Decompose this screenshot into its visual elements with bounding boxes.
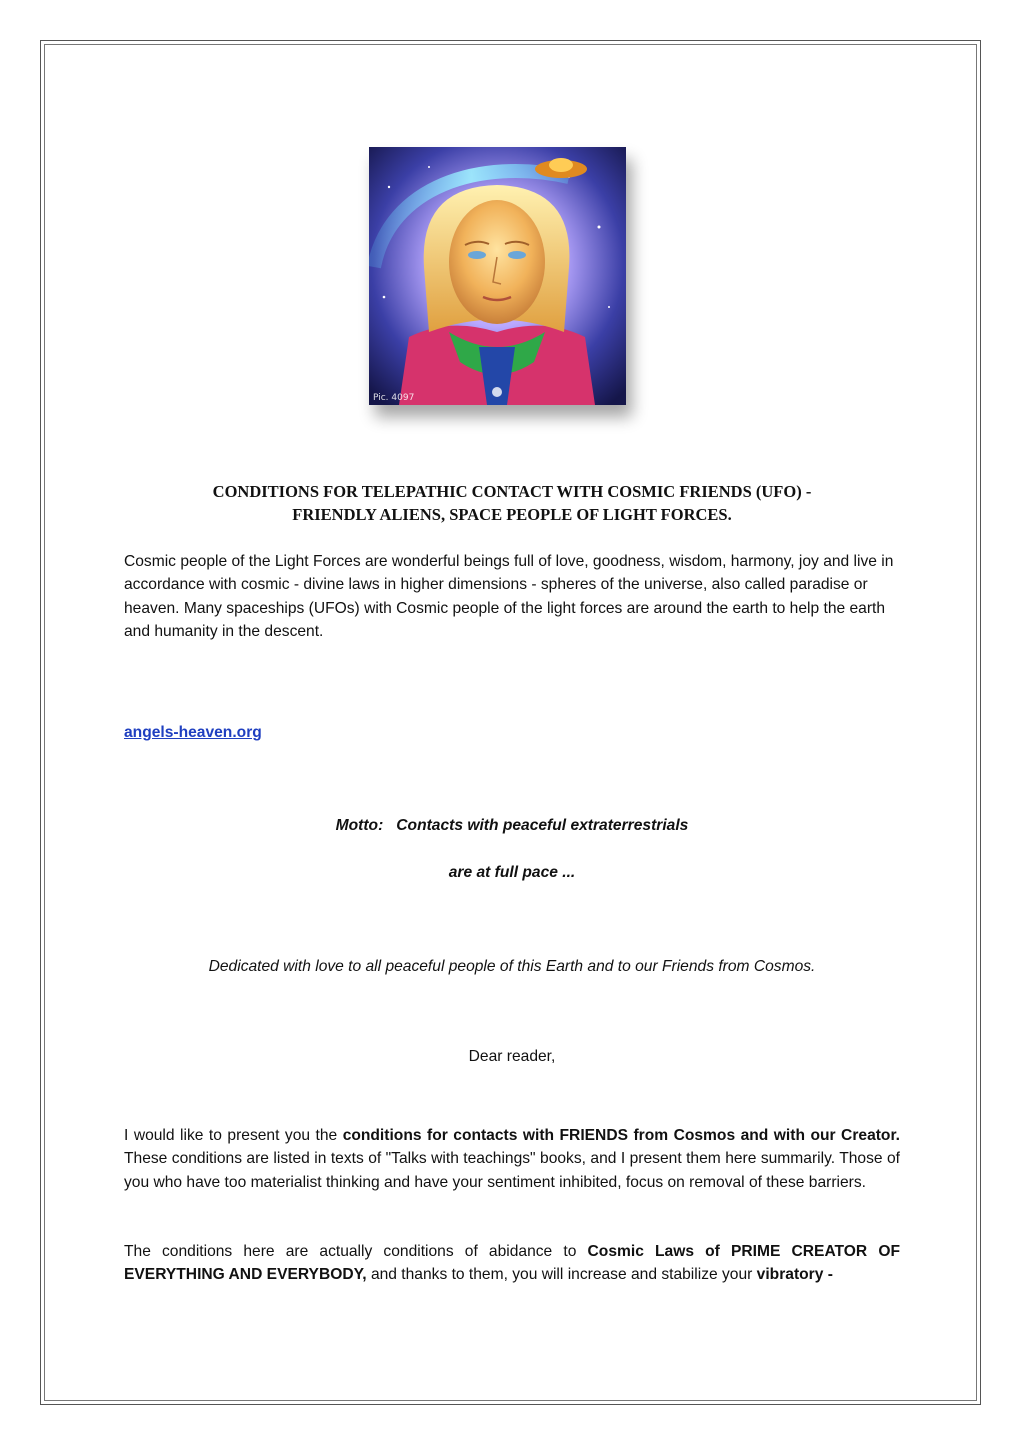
- motto-line-2: are at full pace ...: [448, 864, 576, 881]
- para3-bold-end: vibratory -: [756, 1266, 833, 1284]
- para2-part-c: These conditions are listed in texts of "Talks with teachings" books, and I present them here summarily. Those of you who have too materialist thinking and have your sentiment inhibited, focus on removal of these barriers.: [124, 1150, 900, 1191]
- website-link[interactable]: angels-heaven.org: [124, 724, 262, 741]
- portrait-figure: [369, 147, 626, 405]
- document-title: [124, 480, 900, 526]
- motto-label: Motto:: [335, 817, 384, 834]
- dedication-text: Dedicated with love to all peaceful people of this Earth and to our Friends from Cosmos.: [208, 958, 816, 975]
- para2-bold: conditions for contacts with FRIENDS from Cosmos and with our Creator.: [342, 1127, 900, 1144]
- cosmic-portrait-image: [369, 147, 626, 405]
- intro-paragraph: Cosmic people of the Light Forces are wonderful beings full of love, goodness, wisdom, harmony, joy and live in accordance with cosmic - divine laws in higher dimensions - spheres of the universe, also called paradise or heaven. Many spaceships (UFOs) with Cosmic people of the light forces are around the earth to help the earth and humanity in the descent.: [124, 553, 894, 641]
- para3-part-c: and thanks to them, you will increase and stabilize your: [366, 1266, 757, 1284]
- motto-line-1: [124, 817, 900, 835]
- title-line-1: CONDITIONS FOR TELEPATHIC CONTACT WITH COSMIC FRIENDS (UFO) -: [212, 482, 812, 501]
- para2-part-a: I would like to present you the: [124, 1127, 343, 1144]
- title-line-2: FRIENDLY ALIENS, SPACE PEOPLE OF LIGHT FORCES.: [292, 505, 732, 524]
- cosmic-laws-paragraph: [124, 1240, 900, 1287]
- para3-part-a: The conditions here are actually conditions of abidance to: [124, 1243, 588, 1260]
- image-caption-label: Pic. 4097: [373, 393, 415, 403]
- motto-text-1: Contacts with peaceful extraterrestrials: [396, 817, 689, 834]
- greeting-text: Dear reader,: [468, 1048, 556, 1065]
- para3-bold: Cosmic Laws of PRIME CREATOR OF EVERYTHING AND EVERYBODY,: [124, 1243, 900, 1284]
- conditions-paragraph: [124, 1124, 900, 1194]
